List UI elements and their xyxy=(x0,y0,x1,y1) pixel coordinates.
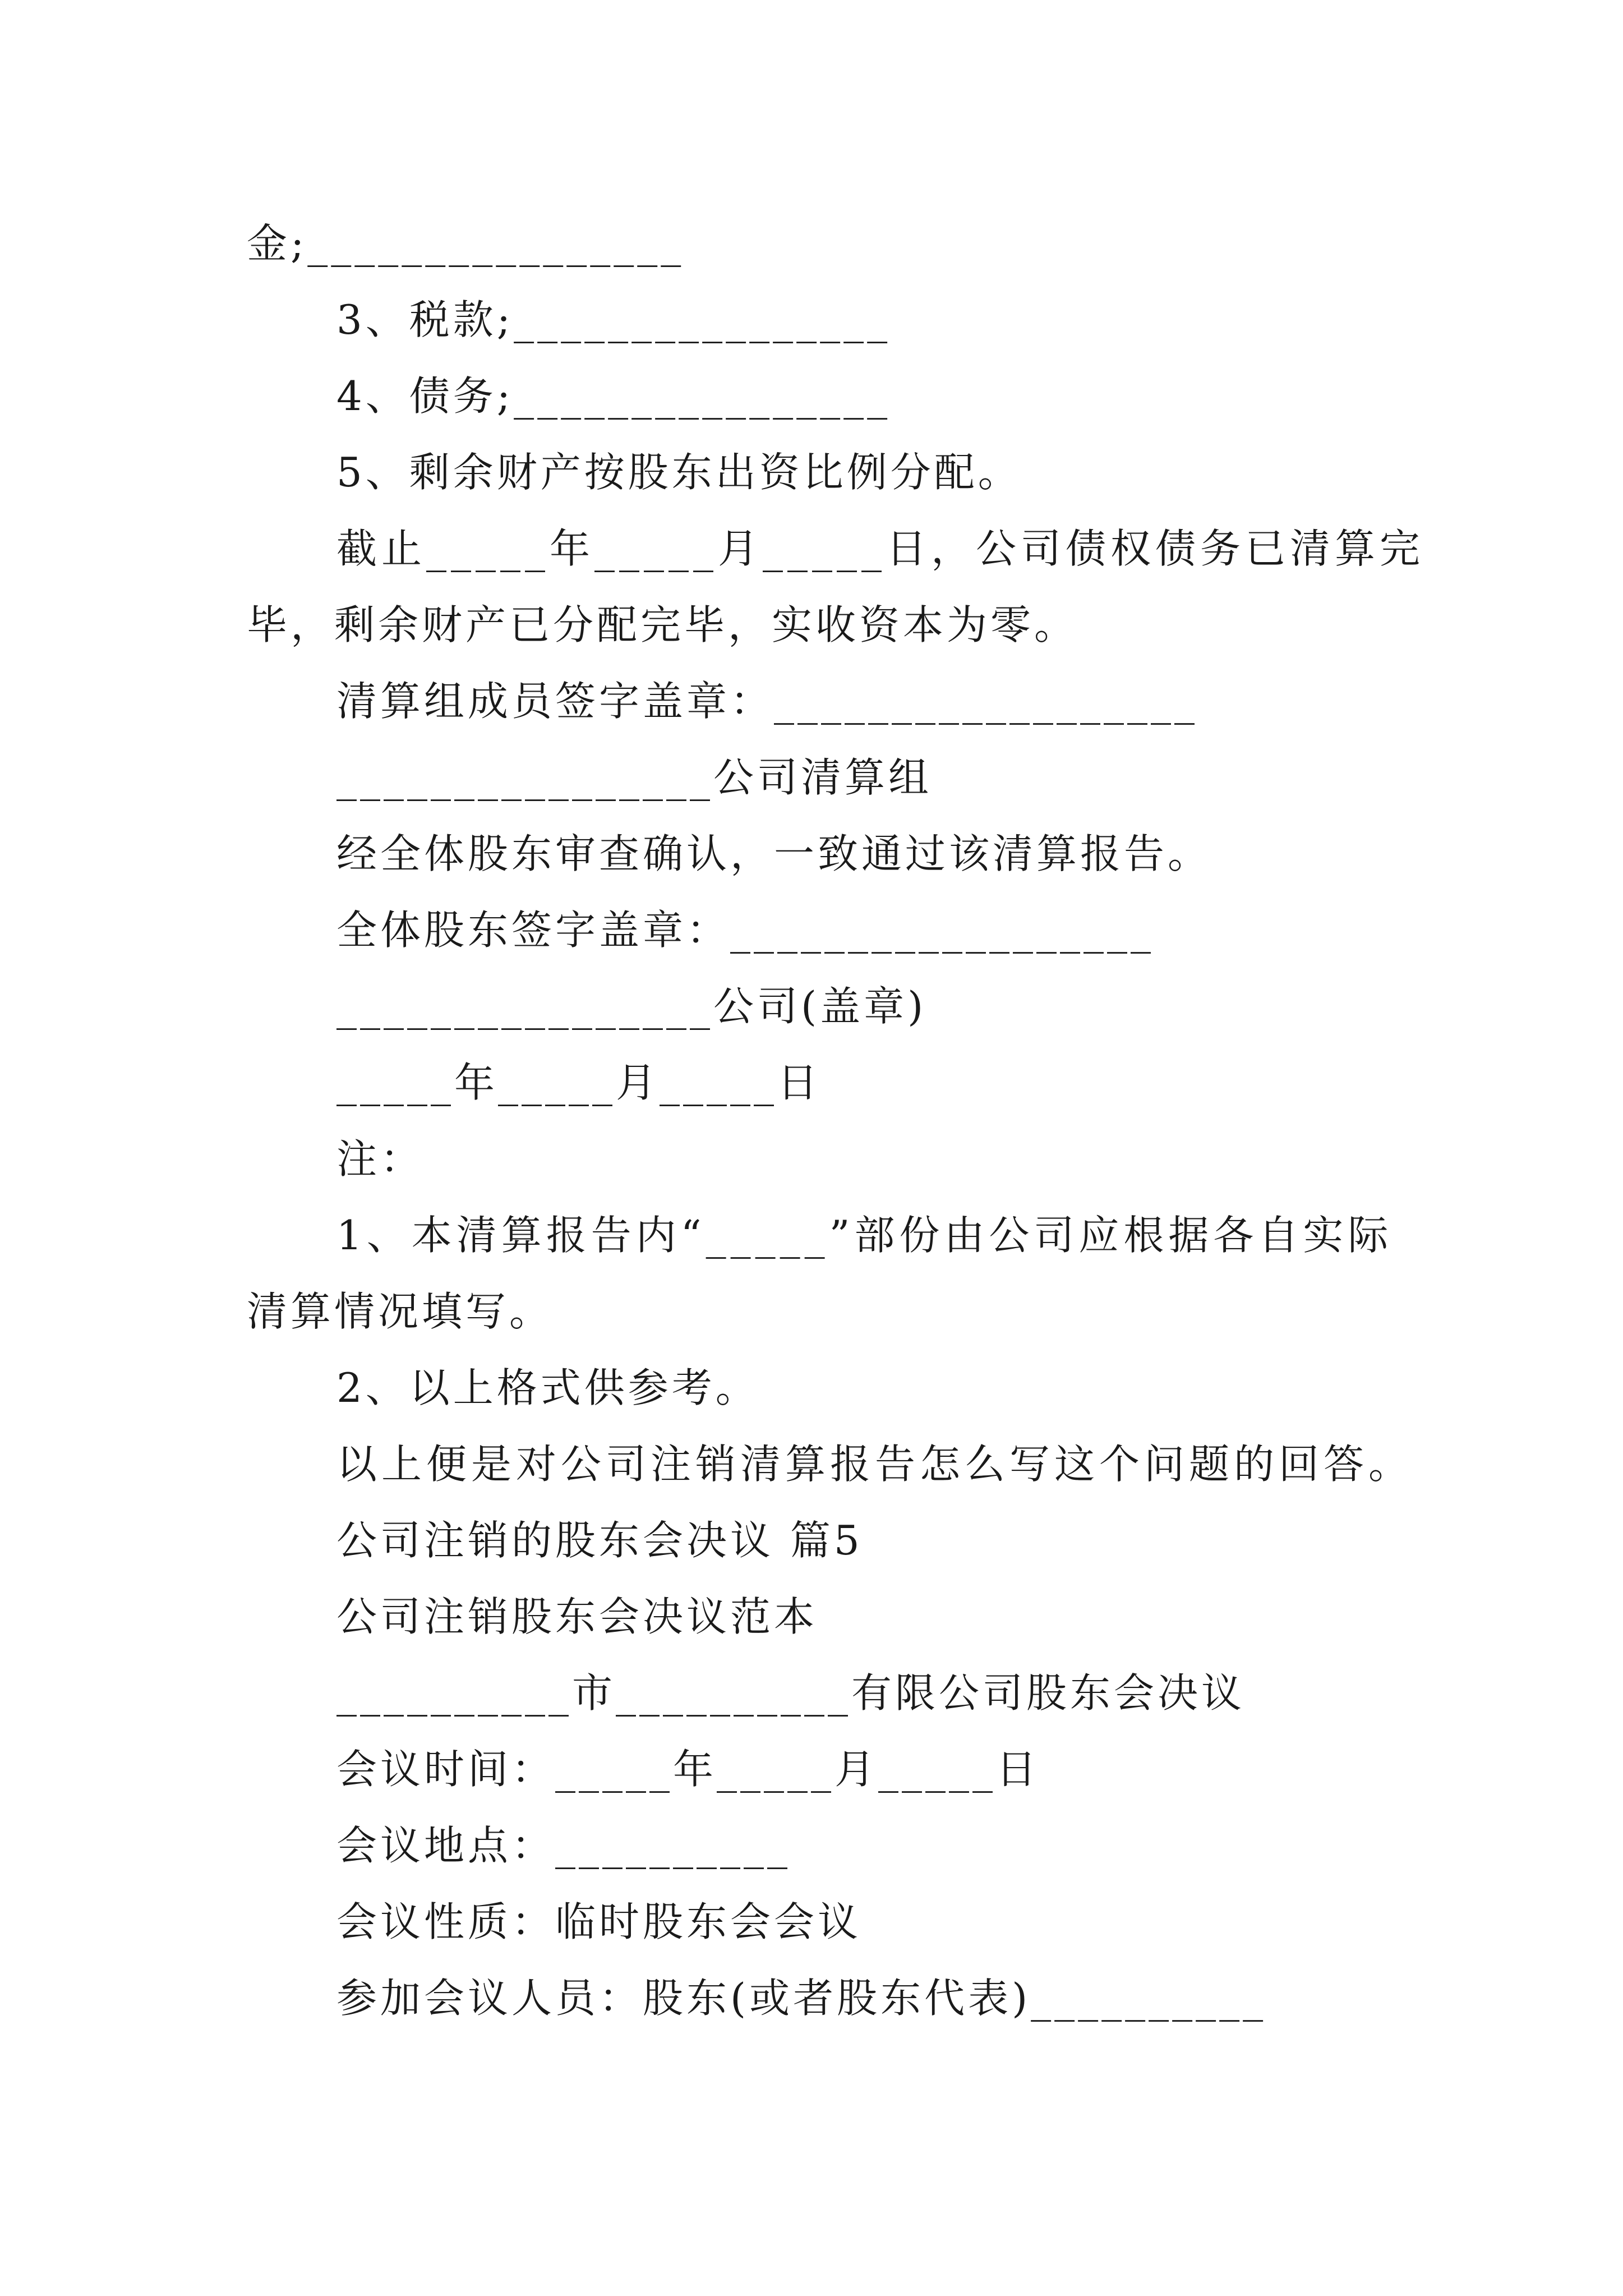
text-line: 5、剩余财产按股东出资比例分配。 xyxy=(336,449,1022,496)
text-line: 参加会议人员：股东(或者股东代表)__________ xyxy=(336,1975,1267,2022)
text-line: 金;________________ xyxy=(247,220,685,267)
text-line: 全体股东签字盖章：__________________ xyxy=(336,907,1155,954)
text-line: 会议性质：临时股东会会议 xyxy=(336,1898,862,1945)
text-line: __________市__________有限公司股东会决议 xyxy=(336,1669,1246,1717)
text-line: 截止_____年_____月_____日，公司债权债务已清算完 xyxy=(336,525,1425,572)
text-line: 清算情况填写。 xyxy=(247,1288,554,1335)
text-line: 2、以上格式供参考。 xyxy=(336,1364,759,1411)
text-line: _____年_____月_____日 xyxy=(336,1059,822,1106)
text-line: 会议地点：__________ xyxy=(336,1822,791,1869)
text-line: 以上便是对公司注销清算报告怎么写这个问题的回答。 xyxy=(336,1441,1414,1488)
text-line: ________________公司(盖章) xyxy=(336,983,927,1030)
text-line: 3、税款;________________ xyxy=(336,296,891,343)
text-line: 会议时间：_____年_____月_____日 xyxy=(336,1746,1040,1793)
text-line: ________________公司清算组 xyxy=(336,754,933,801)
section-title: 公司注销的股东会决议 篇5 xyxy=(336,1517,863,1564)
text-line: 1、本清算报告内“_____”部份由公司应根据各自实际 xyxy=(336,1212,1393,1259)
text-line: 毕，剩余财产已分配完毕，实收资本为零。 xyxy=(247,601,1078,648)
text-line: 公司注销股东会决议范本 xyxy=(336,1593,818,1640)
text-line: 清算组成员签字盖章：__________________ xyxy=(336,678,1198,725)
text-line: 4、债务;________________ xyxy=(336,372,891,420)
text-line: 注： xyxy=(336,1135,425,1182)
text-line: 经全体股东审查确认，一致通过该清算报告。 xyxy=(336,830,1212,877)
